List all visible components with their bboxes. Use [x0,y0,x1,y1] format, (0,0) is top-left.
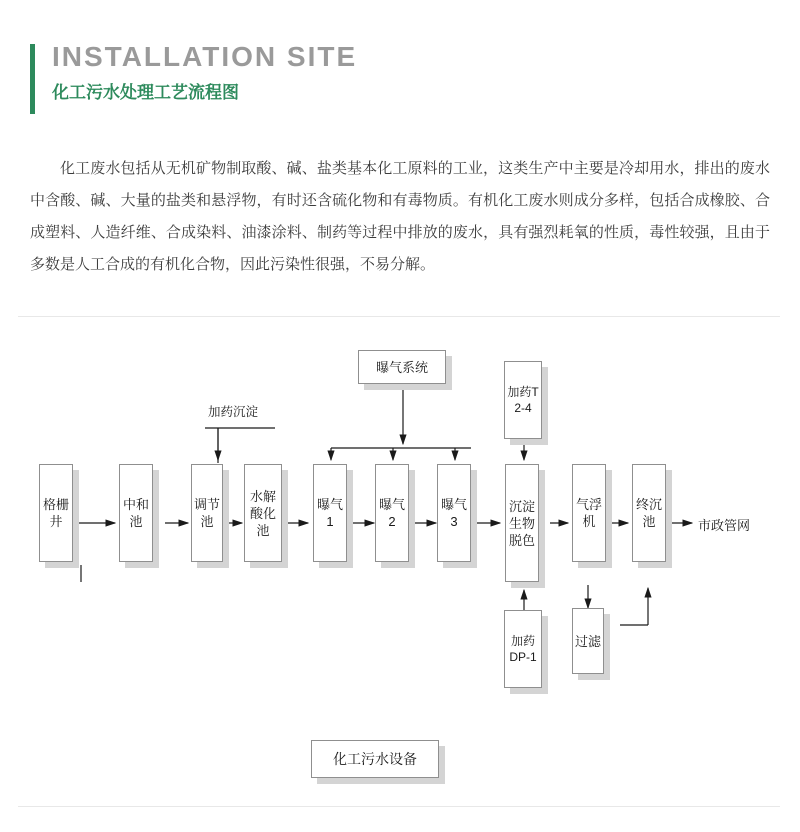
diagram-caption: 化工污水设备 [311,740,439,778]
process-flow-diagram [0,320,800,800]
node-regulating-tank: 调节池 [191,464,223,562]
divider-bottom [18,806,780,807]
node-aeration-system: 曝气系统 [358,350,446,384]
node-dosing-t2-4: 加药T2-4 [504,361,542,439]
node-filtration: 过滤 [572,608,604,674]
label-dosing-precipitation: 加药沉淀 [208,405,259,419]
page-subtitle: 化工污水处理工艺流程图 [52,83,239,102]
node-aeration-1: 曝气1 [313,464,347,562]
node-hydrolysis-acidification-tank: 水解酸化池 [244,464,282,562]
node-grille-well: 格栅井 [39,464,73,562]
divider-top [18,316,780,317]
page-title: INSTALLATION SITE [52,41,358,72]
node-final-sedimentation-tank: 终沉池 [632,464,666,562]
node-aeration-2: 曝气2 [375,464,409,562]
header-accent-bar [30,44,35,114]
label-municipal-pipe-network: 市政管网 [698,518,751,533]
intro-paragraph: 化工废水包括从无机矿物制取酸、碱、盐类基本化工原料的工业，这类生产中主要是冷却用水，排出的废水中含酸、碱、大量的盐类和悬浮物，有时还含硫化物和有毒物质。有机化工废水则成分多样，包括合成橡胶、合成塑料、人造纤维、合成染料、油漆涂料、制药等过程中排放的废水，具有强烈耗氧的性质，毒性较强，且由于多数是人工合成的有机化合物，因此污染性很强，不易分解。 [30,160,770,273]
node-dosing-dp-1: 加药DP-1 [504,610,542,688]
node-air-flotation-machine: 气浮机 [572,464,606,562]
page-header [30,40,770,108]
node-aeration-3: 曝气3 [437,464,471,562]
node-sedimentation-bio-decolor: 沉淀生物脱色 [505,464,539,582]
node-neutralization-tank: 中和池 [119,464,153,562]
